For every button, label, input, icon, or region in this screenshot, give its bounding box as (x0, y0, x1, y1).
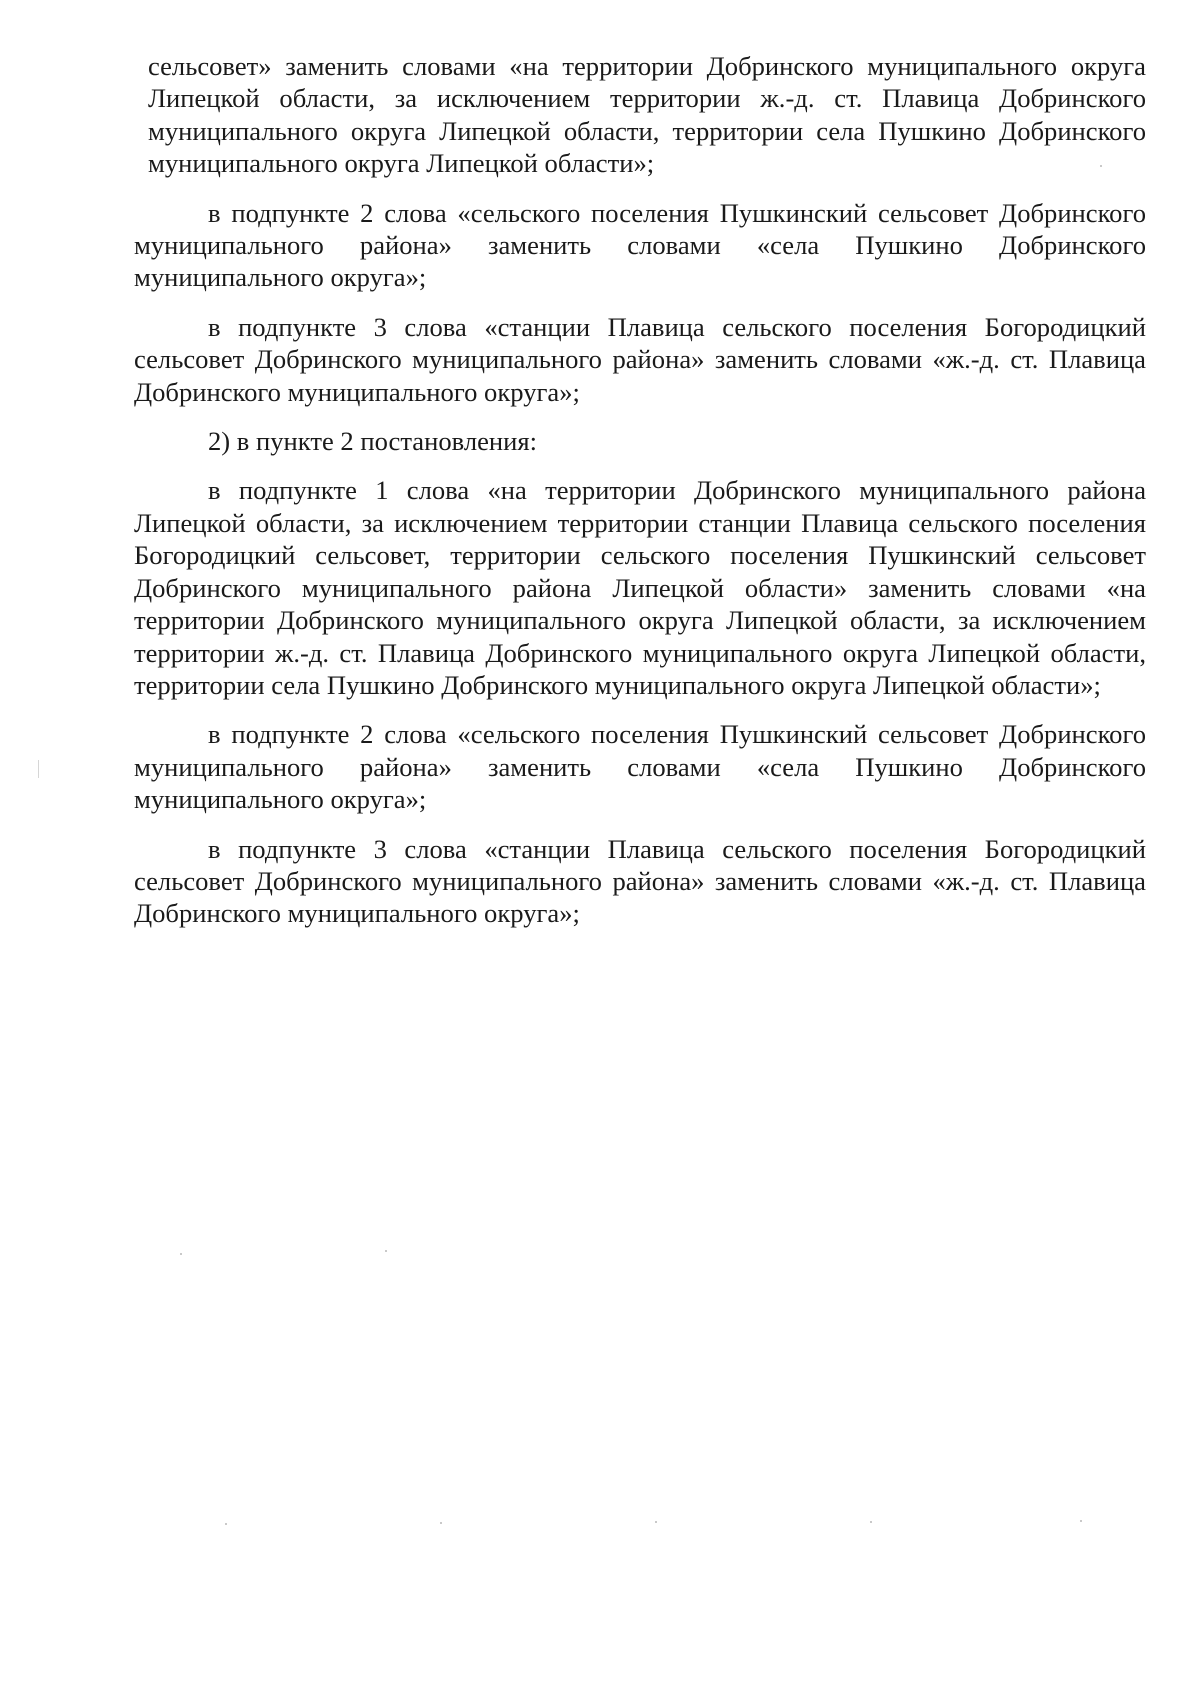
paragraph-item-2-heading: 2) в пункте 2 постановления: (208, 426, 537, 457)
paragraph-subitem-2-second: в подпункте 2 слова «сельского поселения Пушкинский сельсовет Добринского муниципального района» заменить словами «села Пушкино Добринского муниципального округа»; (134, 719, 1146, 815)
scan-artifact (225, 1523, 227, 1525)
scan-artifact (1080, 1520, 1082, 1522)
paragraph-subitem-1: в подпункте 1 слова «на территории Добринского муниципального района Липецкой области, за исключением территории станции Плавица сельского поселения Богородицкий сельсовет, территории сельского поселения Пушкинский сельсовет Добринского муниципального района Липецкой области» заменить словами «на территории Добринского муниципального округа Липецкой области, за исключением территории ж.-д. ст. Плавица Добринского муниципального округа Липецкой области, территории села Пушкино Добринского муниципального округа Липецкой области»; (134, 475, 1146, 700)
scan-artifact (385, 1250, 387, 1252)
paragraph-subitem-3: в подпункте 3 слова «станции Плавица сельского поселения Богородицкий сельсовет Добринского муниципального района» заменить словами «ж.-д. ст. Плавица Добринского муниципального округа»; (134, 311, 1146, 407)
paragraph-subitem-3-second: в подпункте 3 слова «станции Плавица сельского поселения Богородицкий сельсовет Добринского муниципального района» заменить словами «ж.-д. ст. Плавица Добринского муниципального округа»; (134, 833, 1146, 929)
scan-artifact (655, 1521, 657, 1523)
document-body (134, 50, 1146, 947)
scan-artifact (180, 1253, 182, 1255)
scan-artifact (870, 1521, 872, 1523)
scan-artifact (1100, 165, 1102, 167)
scan-artifact (38, 760, 39, 778)
paragraph-subitem-2: в подпункте 2 слова «сельского поселения Пушкинский сельсовет Добринского муниципального района» заменить словами «села Пушкино Добринского муниципального округа»; (134, 197, 1146, 293)
scan-artifact (440, 1522, 442, 1524)
paragraph-continuation: сельсовет» заменить словами «на территории Добринского муниципального округа Липецкой области, за исключением территории ж.-д. ст. Плавица Добринского муниципального округа Липецкой области, территории села Пушкино Добринского муниципального округа Липецкой области»; (148, 51, 1146, 179)
